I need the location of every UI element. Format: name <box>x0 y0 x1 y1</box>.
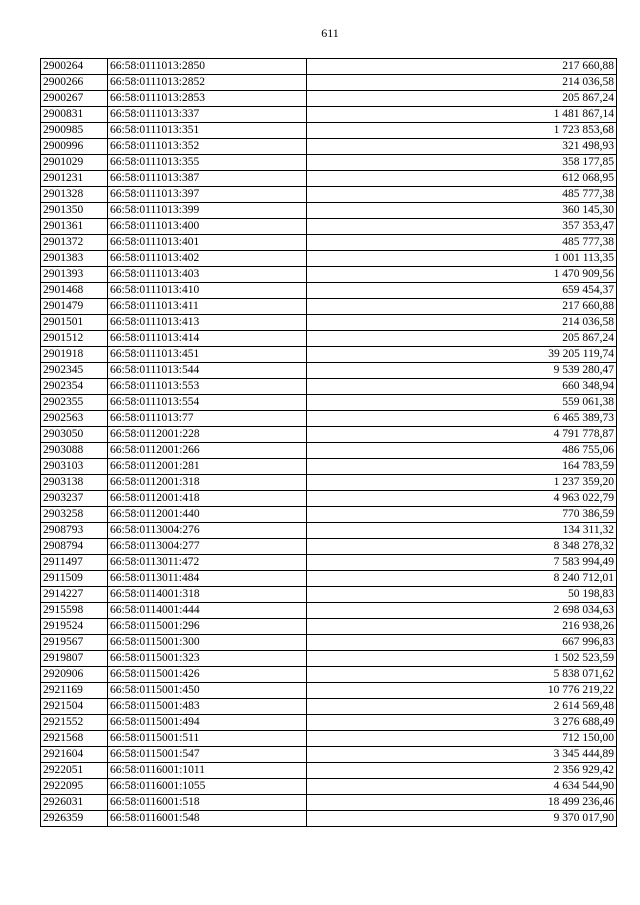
cell-cadastral-number: 66:58:0116001:1011 <box>108 763 307 779</box>
table-row <box>41 379 617 395</box>
cell-cadastral-value: 18 499 236,46 <box>307 795 617 811</box>
table-row <box>41 491 617 507</box>
cell-cadastral-number: 66:58:0114001:318 <box>108 587 307 603</box>
cell-object-id: 2900831 <box>41 107 108 123</box>
cell-object-id: 2902345 <box>41 363 108 379</box>
table-row <box>41 411 617 427</box>
cell-object-id: 2902354 <box>41 379 108 395</box>
cell-object-id: 2900996 <box>41 139 108 155</box>
cell-cadastral-number: 66:58:0115001:300 <box>108 635 307 651</box>
cell-cadastral-number: 66:58:0115001:494 <box>108 715 307 731</box>
cell-cadastral-value: 357 353,47 <box>307 219 617 235</box>
cell-object-id: 2921604 <box>41 747 108 763</box>
table-row <box>41 203 617 219</box>
cell-cadastral-value: 1 001 113,35 <box>307 251 617 267</box>
table-row <box>41 523 617 539</box>
cell-cadastral-value: 360 145,30 <box>307 203 617 219</box>
table-row <box>41 283 617 299</box>
cell-cadastral-value: 2 614 569,48 <box>307 699 617 715</box>
table-row <box>41 59 617 75</box>
cell-cadastral-value: 164 783,59 <box>307 459 617 475</box>
cell-cadastral-value: 3 345 444,89 <box>307 747 617 763</box>
cell-cadastral-value: 217 660,88 <box>307 299 617 315</box>
cell-cadastral-number: 66:58:0111013:2853 <box>108 91 307 107</box>
cell-cadastral-number: 66:58:0111013:554 <box>108 395 307 411</box>
table-row <box>41 683 617 699</box>
cell-cadastral-number: 66:58:0112001:228 <box>108 427 307 443</box>
cell-cadastral-number: 66:58:0115001:547 <box>108 747 307 763</box>
cell-object-id: 2911509 <box>41 571 108 587</box>
cell-cadastral-number: 66:58:0115001:426 <box>108 667 307 683</box>
cell-cadastral-number: 66:58:0111013:397 <box>108 187 307 203</box>
cell-cadastral-number: 66:58:0116001:518 <box>108 795 307 811</box>
cell-object-id: 2908793 <box>41 523 108 539</box>
cell-cadastral-number: 66:58:0111013:402 <box>108 251 307 267</box>
cell-cadastral-value: 1 502 523,59 <box>307 651 617 667</box>
cell-cadastral-number: 66:58:0113011:472 <box>108 555 307 571</box>
cell-cadastral-value: 2 698 034,63 <box>307 603 617 619</box>
table-row <box>41 731 617 747</box>
cell-cadastral-value: 214 036,58 <box>307 315 617 331</box>
cell-cadastral-value: 217 660,88 <box>307 59 617 75</box>
cell-object-id: 2903138 <box>41 475 108 491</box>
table-row <box>41 363 617 379</box>
cell-object-id: 2901512 <box>41 331 108 347</box>
table-row <box>41 779 617 795</box>
cell-object-id: 2900985 <box>41 123 108 139</box>
cell-cadastral-value: 1 723 853,68 <box>307 123 617 139</box>
cell-cadastral-value: 559 061,38 <box>307 395 617 411</box>
table-row <box>41 187 617 203</box>
cell-cadastral-value: 8 348 278,32 <box>307 539 617 555</box>
cell-object-id: 2901361 <box>41 219 108 235</box>
table-row <box>41 427 617 443</box>
cell-cadastral-number: 66:58:0111013:403 <box>108 267 307 283</box>
cell-object-id: 2919524 <box>41 619 108 635</box>
cell-cadastral-number: 66:58:0111013:411 <box>108 299 307 315</box>
cell-object-id: 2901479 <box>41 299 108 315</box>
cell-cadastral-number: 66:58:0116001:1055 <box>108 779 307 795</box>
cell-cadastral-number: 66:58:0111013:400 <box>108 219 307 235</box>
cell-cadastral-value: 4 634 544,90 <box>307 779 617 795</box>
table-row <box>41 331 617 347</box>
cell-cadastral-value: 770 386,59 <box>307 507 617 523</box>
table-body <box>41 59 617 827</box>
table-row <box>41 171 617 187</box>
cell-object-id: 2903088 <box>41 443 108 459</box>
cell-object-id: 2922095 <box>41 779 108 795</box>
cell-cadastral-number: 66:58:0112001:281 <box>108 459 307 475</box>
table-row <box>41 91 617 107</box>
table-row <box>41 507 617 523</box>
cell-object-id: 2914227 <box>41 587 108 603</box>
table-row <box>41 603 617 619</box>
cell-cadastral-value: 667 996,83 <box>307 635 617 651</box>
table-row <box>41 267 617 283</box>
cell-object-id: 2908794 <box>41 539 108 555</box>
cell-cadastral-value: 1 481 867,14 <box>307 107 617 123</box>
cell-object-id: 2921568 <box>41 731 108 747</box>
cell-object-id: 2915598 <box>41 603 108 619</box>
table-row <box>41 155 617 171</box>
table-row <box>41 651 617 667</box>
table-row <box>41 75 617 91</box>
cell-cadastral-number: 66:58:0112001:418 <box>108 491 307 507</box>
table-row <box>41 251 617 267</box>
table-row <box>41 395 617 411</box>
cell-cadastral-value: 6 465 389,73 <box>307 411 617 427</box>
cadastral-value-table <box>40 58 617 827</box>
cell-object-id: 2901501 <box>41 315 108 331</box>
cell-cadastral-number: 66:58:0111013:410 <box>108 283 307 299</box>
cell-object-id: 2901918 <box>41 347 108 363</box>
cell-cadastral-number: 66:58:0115001:483 <box>108 699 307 715</box>
cell-cadastral-value: 9 370 017,90 <box>307 811 617 827</box>
cell-cadastral-value: 205 867,24 <box>307 331 617 347</box>
cell-cadastral-value: 5 838 071,62 <box>307 667 617 683</box>
cell-object-id: 2926031 <box>41 795 108 811</box>
cell-cadastral-number: 66:58:0111013:414 <box>108 331 307 347</box>
cell-cadastral-number: 66:58:0111013:77 <box>108 411 307 427</box>
table-row <box>41 763 617 779</box>
cell-cadastral-number: 66:58:0111013:355 <box>108 155 307 171</box>
table-row <box>41 747 617 763</box>
cell-cadastral-number: 66:58:0115001:323 <box>108 651 307 667</box>
cell-object-id: 2901372 <box>41 235 108 251</box>
cell-object-id: 2921169 <box>41 683 108 699</box>
table-row <box>41 139 617 155</box>
cell-cadastral-value: 1 237 359,20 <box>307 475 617 491</box>
cell-cadastral-value: 4 963 022,79 <box>307 491 617 507</box>
cell-object-id: 2921552 <box>41 715 108 731</box>
table-row <box>41 811 617 827</box>
cell-cadastral-number: 66:58:0112001:318 <box>108 475 307 491</box>
cell-object-id: 2902563 <box>41 411 108 427</box>
cell-cadastral-value: 205 867,24 <box>307 91 617 107</box>
table-row <box>41 299 617 315</box>
cell-cadastral-value: 4 791 778,87 <box>307 427 617 443</box>
table-row <box>41 219 617 235</box>
cell-object-id: 2901328 <box>41 187 108 203</box>
cell-object-id: 2922051 <box>41 763 108 779</box>
cell-cadastral-value: 2 356 929,42 <box>307 763 617 779</box>
cell-cadastral-number: 66:58:0115001:511 <box>108 731 307 747</box>
cell-cadastral-value: 612 068,95 <box>307 171 617 187</box>
table-row <box>41 347 617 363</box>
cell-cadastral-number: 66:58:0114001:444 <box>108 603 307 619</box>
table-row <box>41 315 617 331</box>
table-row <box>41 555 617 571</box>
cell-cadastral-number: 66:58:0111013:451 <box>108 347 307 363</box>
cell-cadastral-value: 358 177,85 <box>307 155 617 171</box>
cell-object-id: 2900266 <box>41 75 108 91</box>
cell-cadastral-number: 66:58:0111013:413 <box>108 315 307 331</box>
cell-cadastral-number: 66:58:0113011:484 <box>108 571 307 587</box>
cell-cadastral-value: 50 198,83 <box>307 587 617 603</box>
cell-object-id: 2901350 <box>41 203 108 219</box>
table-row <box>41 587 617 603</box>
table-row <box>41 539 617 555</box>
cell-cadastral-value: 712 150,00 <box>307 731 617 747</box>
table-row <box>41 443 617 459</box>
cell-cadastral-number: 66:58:0111013:352 <box>108 139 307 155</box>
cell-cadastral-number: 66:58:0111013:351 <box>108 123 307 139</box>
cell-object-id: 2900264 <box>41 59 108 75</box>
cell-cadastral-value: 1 470 909,56 <box>307 267 617 283</box>
table-row <box>41 475 617 491</box>
cell-cadastral-number: 66:58:0111013:2850 <box>108 59 307 75</box>
table-row <box>41 667 617 683</box>
table-row <box>41 635 617 651</box>
cell-object-id: 2920906 <box>41 667 108 683</box>
cell-cadastral-value: 321 498,93 <box>307 139 617 155</box>
cell-object-id: 2911497 <box>41 555 108 571</box>
cell-object-id: 2921504 <box>41 699 108 715</box>
cell-cadastral-number: 66:58:0113004:276 <box>108 523 307 539</box>
cell-cadastral-number: 66:58:0111013:387 <box>108 171 307 187</box>
cell-cadastral-number: 66:58:0115001:296 <box>108 619 307 635</box>
table-row <box>41 235 617 251</box>
page-number: 611 <box>321 26 339 40</box>
cell-cadastral-value: 659 454,37 <box>307 283 617 299</box>
table-row <box>41 699 617 715</box>
cell-cadastral-number: 66:58:0111013:401 <box>108 235 307 251</box>
cell-object-id: 2901029 <box>41 155 108 171</box>
cell-cadastral-value: 486 755,06 <box>307 443 617 459</box>
cell-object-id: 2901231 <box>41 171 108 187</box>
cell-cadastral-number: 66:58:0112001:440 <box>108 507 307 523</box>
cell-object-id: 2903103 <box>41 459 108 475</box>
cell-cadastral-number: 66:58:0116001:548 <box>108 811 307 827</box>
cell-cadastral-number: 66:58:0113004:277 <box>108 539 307 555</box>
cell-object-id: 2900267 <box>41 91 108 107</box>
cell-object-id: 2903050 <box>41 427 108 443</box>
table-row <box>41 571 617 587</box>
cell-cadastral-number: 66:58:0111013:553 <box>108 379 307 395</box>
cell-cadastral-number: 66:58:0111013:337 <box>108 107 307 123</box>
cell-cadastral-value: 39 205 119,74 <box>307 347 617 363</box>
cell-cadastral-value: 9 539 280,47 <box>307 363 617 379</box>
cell-object-id: 2903237 <box>41 491 108 507</box>
cell-cadastral-value: 660 348,94 <box>307 379 617 395</box>
table-row <box>41 715 617 731</box>
table-row <box>41 459 617 475</box>
cell-object-id: 2926359 <box>41 811 108 827</box>
cell-cadastral-number: 66:58:0112001:266 <box>108 443 307 459</box>
cell-object-id: 2901393 <box>41 267 108 283</box>
cell-object-id: 2901468 <box>41 283 108 299</box>
cell-object-id: 2902355 <box>41 395 108 411</box>
cell-cadastral-value: 10 776 219,22 <box>307 683 617 699</box>
cell-object-id: 2919567 <box>41 635 108 651</box>
table-row <box>41 123 617 139</box>
cell-cadastral-value: 214 036,58 <box>307 75 617 91</box>
cell-cadastral-value: 134 311,32 <box>307 523 617 539</box>
cell-object-id: 2919807 <box>41 651 108 667</box>
cell-cadastral-number: 66:58:0111013:399 <box>108 203 307 219</box>
cell-cadastral-number: 66:58:0115001:450 <box>108 683 307 699</box>
table-row <box>41 619 617 635</box>
cell-cadastral-number: 66:58:0111013:544 <box>108 363 307 379</box>
cell-object-id: 2901383 <box>41 251 108 267</box>
cell-cadastral-value: 485 777,38 <box>307 235 617 251</box>
cell-cadastral-value: 485 777,38 <box>307 187 617 203</box>
cell-cadastral-value: 216 938,26 <box>307 619 617 635</box>
cell-object-id: 2903258 <box>41 507 108 523</box>
table-row <box>41 107 617 123</box>
cell-cadastral-number: 66:58:0111013:2852 <box>108 75 307 91</box>
cell-cadastral-value: 8 240 712,01 <box>307 571 617 587</box>
cell-cadastral-value: 3 276 688,49 <box>307 715 617 731</box>
cell-cadastral-value: 7 583 994,49 <box>307 555 617 571</box>
table-row <box>41 795 617 811</box>
